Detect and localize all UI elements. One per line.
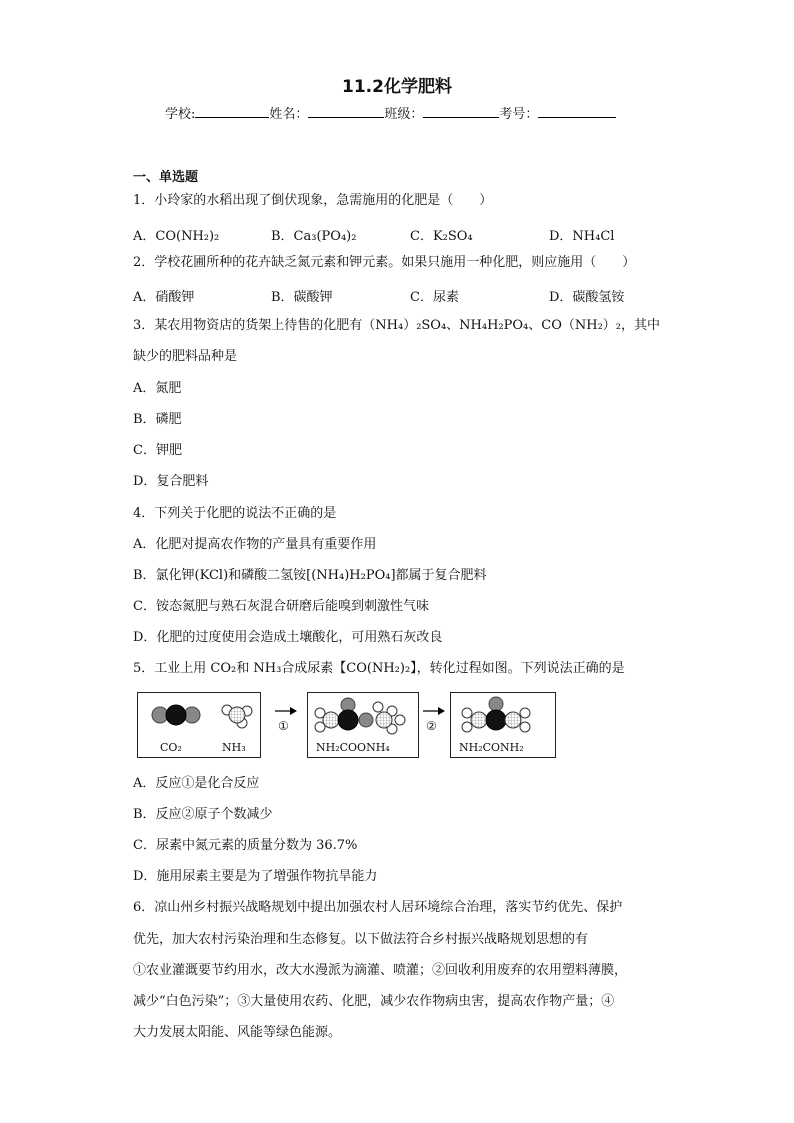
- arrow-1: [275, 706, 299, 716]
- school-label: 学校:: [165, 107, 196, 122]
- urea-hydrogen-3: [520, 708, 530, 718]
- reactants-box: [137, 692, 261, 758]
- number-blank[interactable]: [538, 105, 616, 118]
- reaction-diagram: [137, 692, 557, 760]
- q3-option-a: A．氮肥: [133, 381, 182, 396]
- q1-option-b: B．Ca₃(PO₄)₂: [271, 229, 357, 244]
- product-box: [450, 692, 556, 758]
- q2-option-a: A．硝酸钾: [133, 290, 195, 305]
- urea-nitrogen-left: [471, 712, 487, 728]
- urea-hydrogen-2: [462, 722, 472, 732]
- urea-nitrogen-right: [505, 712, 521, 728]
- q6-line-5: 大力发展太阳能、风能等绿色能源。: [133, 1025, 342, 1040]
- label-intermediate: NH₂COONH₄: [316, 741, 390, 754]
- mid-nitrogen-right: [376, 712, 392, 728]
- label-nh3: NH₃: [222, 741, 246, 754]
- urea-carbon: [486, 710, 506, 730]
- q1-option-d: D．NH₄Cl: [549, 229, 615, 244]
- q3-stem-line1: 3．某农用物资店的货架上待售的化肥有（NH₄）₂SO₄、NH₄H₂PO₄、CO（NH₂）₂，其中: [133, 318, 661, 333]
- q5-option-d: D．施用尿素主要是为了增强作物抗旱能力: [133, 869, 378, 884]
- co2-carbon: [166, 705, 186, 725]
- arrow-2: [423, 706, 447, 716]
- q1-option-c: C．K₂SO₄: [410, 229, 473, 244]
- q5-option-b: B．反应②原子个数减少: [133, 807, 273, 822]
- q2-option-b: B．碳酸钾: [271, 290, 333, 305]
- step-1-label: ①: [278, 719, 289, 733]
- student-info-line: [165, 103, 616, 122]
- q2-stem: 2．学校花圃所种的花卉缺乏氮元素和钾元素。如果只施用一种化肥，则应施用（ ）: [133, 255, 636, 270]
- q6-line-4: 减少“白色污染”；③大量使用农药、化肥，减少农作物病虫害，提高农作物产量；④: [133, 994, 615, 1009]
- q6-line-1: 6．凉山州乡村振兴战略规划中提出加强农村人居环境综合治理，落实节约优先、保护: [133, 900, 623, 915]
- page-title: 11.2化学肥料: [342, 77, 452, 97]
- q6-line-3: ①农业灌溉要节约用水，改大水漫派为滴灌、喷灌；②回收利用废弃的农用塑料薄膜，: [133, 963, 628, 978]
- q5-option-a: A．反应①是化合反应: [133, 776, 260, 791]
- mid-hydrogen-6: [395, 715, 405, 725]
- q3-option-d: D．复合肥料: [133, 474, 209, 489]
- q1-option-a: A．CO(NH₂)₂: [133, 229, 220, 244]
- q5-stem: 5．工业上用 CO₂和 NH₃合成尿素【CO(NH₂)₂】，转化过程如图。下列说法正确的是: [133, 661, 625, 676]
- q4-option-a: A．化肥对提高农作物的产量具有重要作用: [133, 537, 377, 552]
- q5-option-c: C．尿素中氮元素的质量分数为 36.7%: [133, 838, 358, 853]
- label-urea: NH₂CONH₂: [459, 741, 524, 754]
- q6-line-2: 优先，加大农村污染治理和生态修复。以下做法符合乡村振兴战略规划思想的有: [133, 932, 589, 947]
- q4-option-c: C．铵态氮肥与熟石灰混合研磨后能嗅到刺激性气味: [133, 599, 429, 614]
- q3-option-b: B．磷肥: [133, 412, 182, 427]
- class-blank[interactable]: [423, 105, 499, 118]
- intermediate-box: [307, 692, 419, 758]
- label-co2: CO₂: [160, 741, 182, 754]
- mid-carbon: [338, 710, 358, 730]
- q3-stem-line2: 缺少的肥料品种是: [133, 349, 238, 364]
- step-2-label: ②: [426, 719, 437, 733]
- q1-stem: 1．小玲家的水稻出现了倒伏现象，急需施用的化肥是（ ）: [133, 193, 493, 208]
- q3-option-c: C．钾肥: [133, 443, 182, 458]
- q4-option-d: D．化肥的过度使用会造成土壤酸化，可用熟石灰改良: [133, 630, 443, 645]
- mid-oxygen-right: [359, 713, 373, 727]
- mid-nitrogen-left: [323, 712, 339, 728]
- q4-option-b: B．氯化钾(KCl)和磷酸二氢铵[(NH₄)H₂PO₄]都属于复合肥料: [133, 568, 487, 583]
- urea-hydrogen-4: [520, 722, 530, 732]
- school-blank[interactable]: [195, 105, 269, 118]
- q2-option-d: D．碳酸氢铵: [549, 290, 625, 305]
- class-label: 班级：: [384, 107, 424, 122]
- q4-stem: 4．下列关于化肥的说法不正确的是: [133, 506, 337, 521]
- mid-hydrogen-3: [373, 702, 383, 712]
- nh3-nitrogen: [229, 707, 245, 723]
- number-label: 考号：: [499, 107, 539, 122]
- urea-oxygen: [489, 697, 503, 711]
- name-label: 姓名：: [269, 107, 309, 122]
- urea-hydrogen-1: [462, 708, 472, 718]
- name-blank[interactable]: [308, 105, 384, 118]
- q2-option-c: C．尿素: [410, 290, 459, 305]
- section-title: 一、单选题: [133, 170, 199, 185]
